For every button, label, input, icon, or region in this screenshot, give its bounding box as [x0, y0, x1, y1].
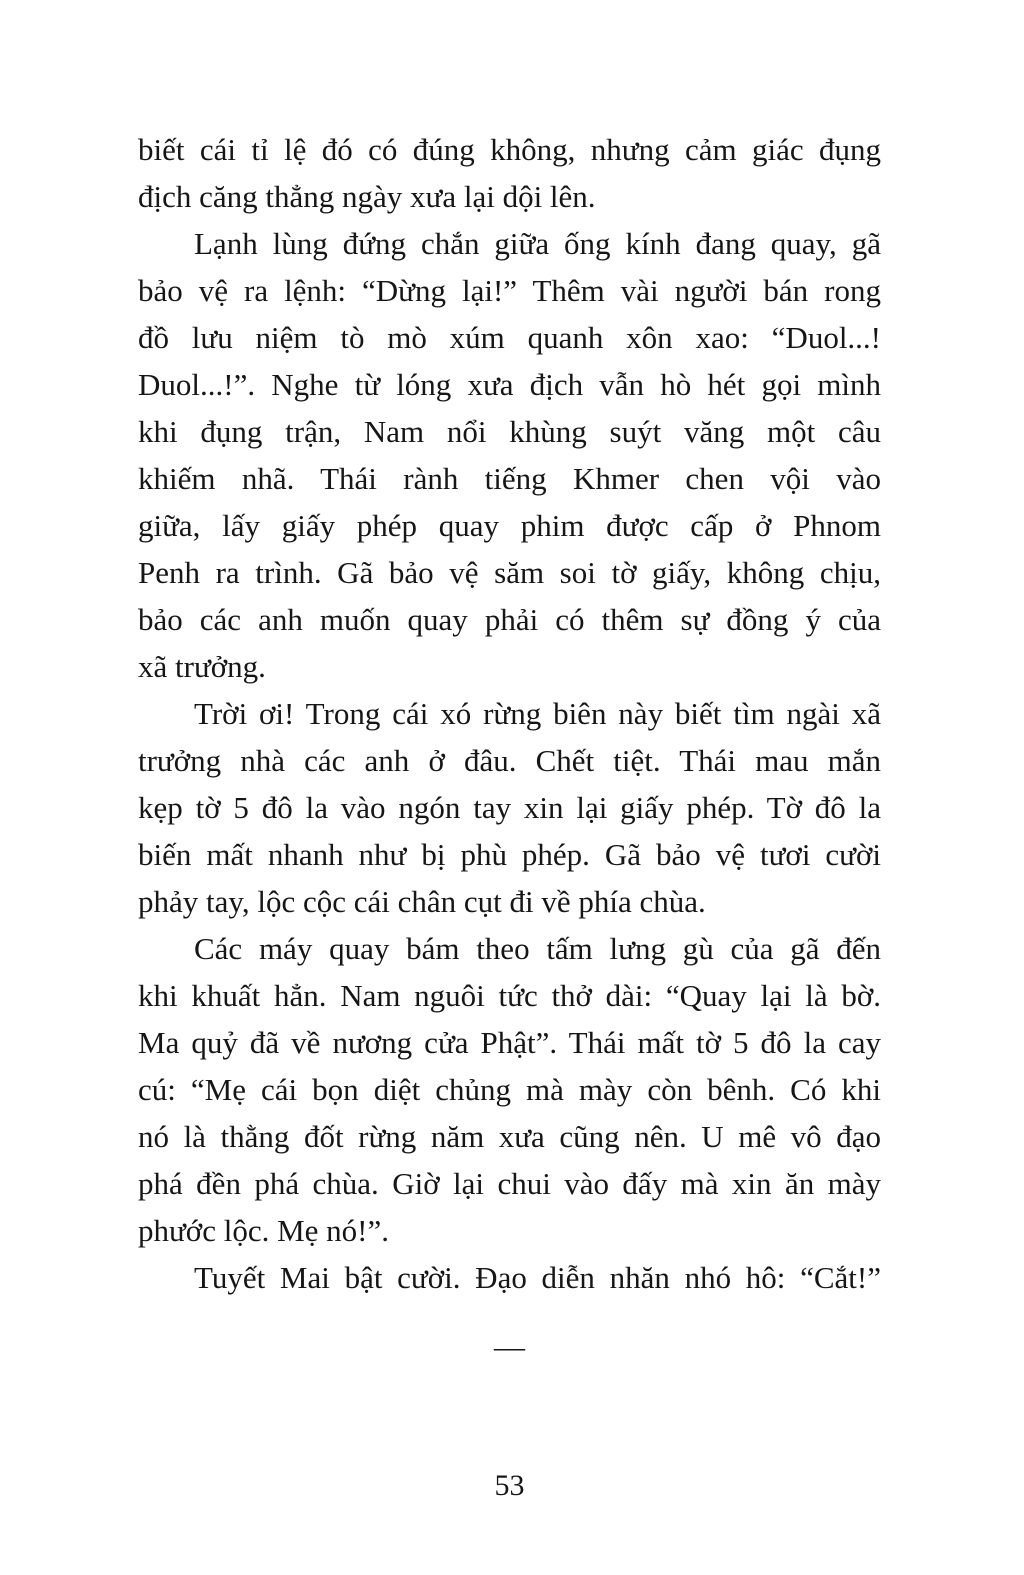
text-line: khi khuất hẳn. Nam nguôi tức thở dài: “Quay lại là bờ.	[138, 978, 881, 1013]
text-line: đồ lưu niệm tò mò xúm quanh xôn xao: “Duol...!	[138, 320, 881, 355]
text-line: phảy tay, lộc cộc cái chân cụt đi về phía chùa.	[138, 884, 706, 919]
text-line: biết cái tỉ lệ đó có đúng không, nhưng cảm giác đụng	[138, 132, 881, 167]
text-line: nó là thằng đốt rừng năm xưa cũng nên. U mê vô đạo	[138, 1119, 881, 1154]
text-block	[138, 126, 881, 1301]
text-line: bảo vệ ra lệnh: “Dừng lại!” Thêm vài người bán rong	[138, 273, 881, 308]
text-line: Trời ơi! Trong cái xó rừng biên này biết tìm ngài xã	[194, 696, 881, 731]
text-line: Duol...!”. Nghe từ lóng xưa địch vẫn hò hét gọi mình	[138, 367, 881, 402]
text-line: kẹp tờ 5 đô la vào ngón tay xin lại giấy phép. Tờ đô la	[138, 790, 881, 825]
text-line: Tuyết Mai bật cười. Đạo diễn nhăn nhó hô: “Cắt!”	[194, 1260, 881, 1295]
text-line: Các máy quay bám theo tấm lưng gù của gã đến	[194, 931, 881, 966]
text-line: địch căng thẳng ngày xưa lại dội lên.	[138, 179, 596, 214]
text-line: biến mất nhanh như bị phù phép. Gã bảo vệ tươi cười	[138, 837, 881, 872]
text-line: khiếm nhã. Thái rành tiếng Khmer chen vội vào	[138, 461, 881, 496]
text-line: Lạnh lùng đứng chắn giữa ống kính đang quay, gã	[194, 226, 881, 261]
text-line: giữa, lấy giấy phép quay phim được cấp ở Phnom	[138, 508, 881, 543]
text-line: Ma quỷ đã về nương cửa Phật”. Thái mất tờ 5 đô la cay	[138, 1025, 881, 1060]
page-number: 53	[494, 1469, 525, 1502]
text-line: bảo các anh muốn quay phải có thêm sự đồng ý của	[138, 602, 881, 637]
text-line: phá đền phá chùa. Giờ lại chui vào đấy mà xin ăn mày	[138, 1166, 881, 1201]
text-line: cú: “Mẹ cái bọn diệt chủng mà mày còn bênh. Có khi	[138, 1072, 881, 1107]
text-line: Penh ra trình. Gã bảo vệ săm soi tờ giấy, không chịu,	[138, 555, 881, 590]
text-line: xã trưởng.	[138, 649, 266, 684]
section-separator: —	[494, 1329, 525, 1364]
text-line: phước lộc. Mẹ nó!”.	[138, 1213, 389, 1248]
text-line: trưởng nhà các anh ở đâu. Chết tiệt. Thái mau mắn	[138, 743, 881, 778]
text-line: khi đụng trận, Nam nổi khùng suýt văng một câu	[138, 414, 881, 449]
